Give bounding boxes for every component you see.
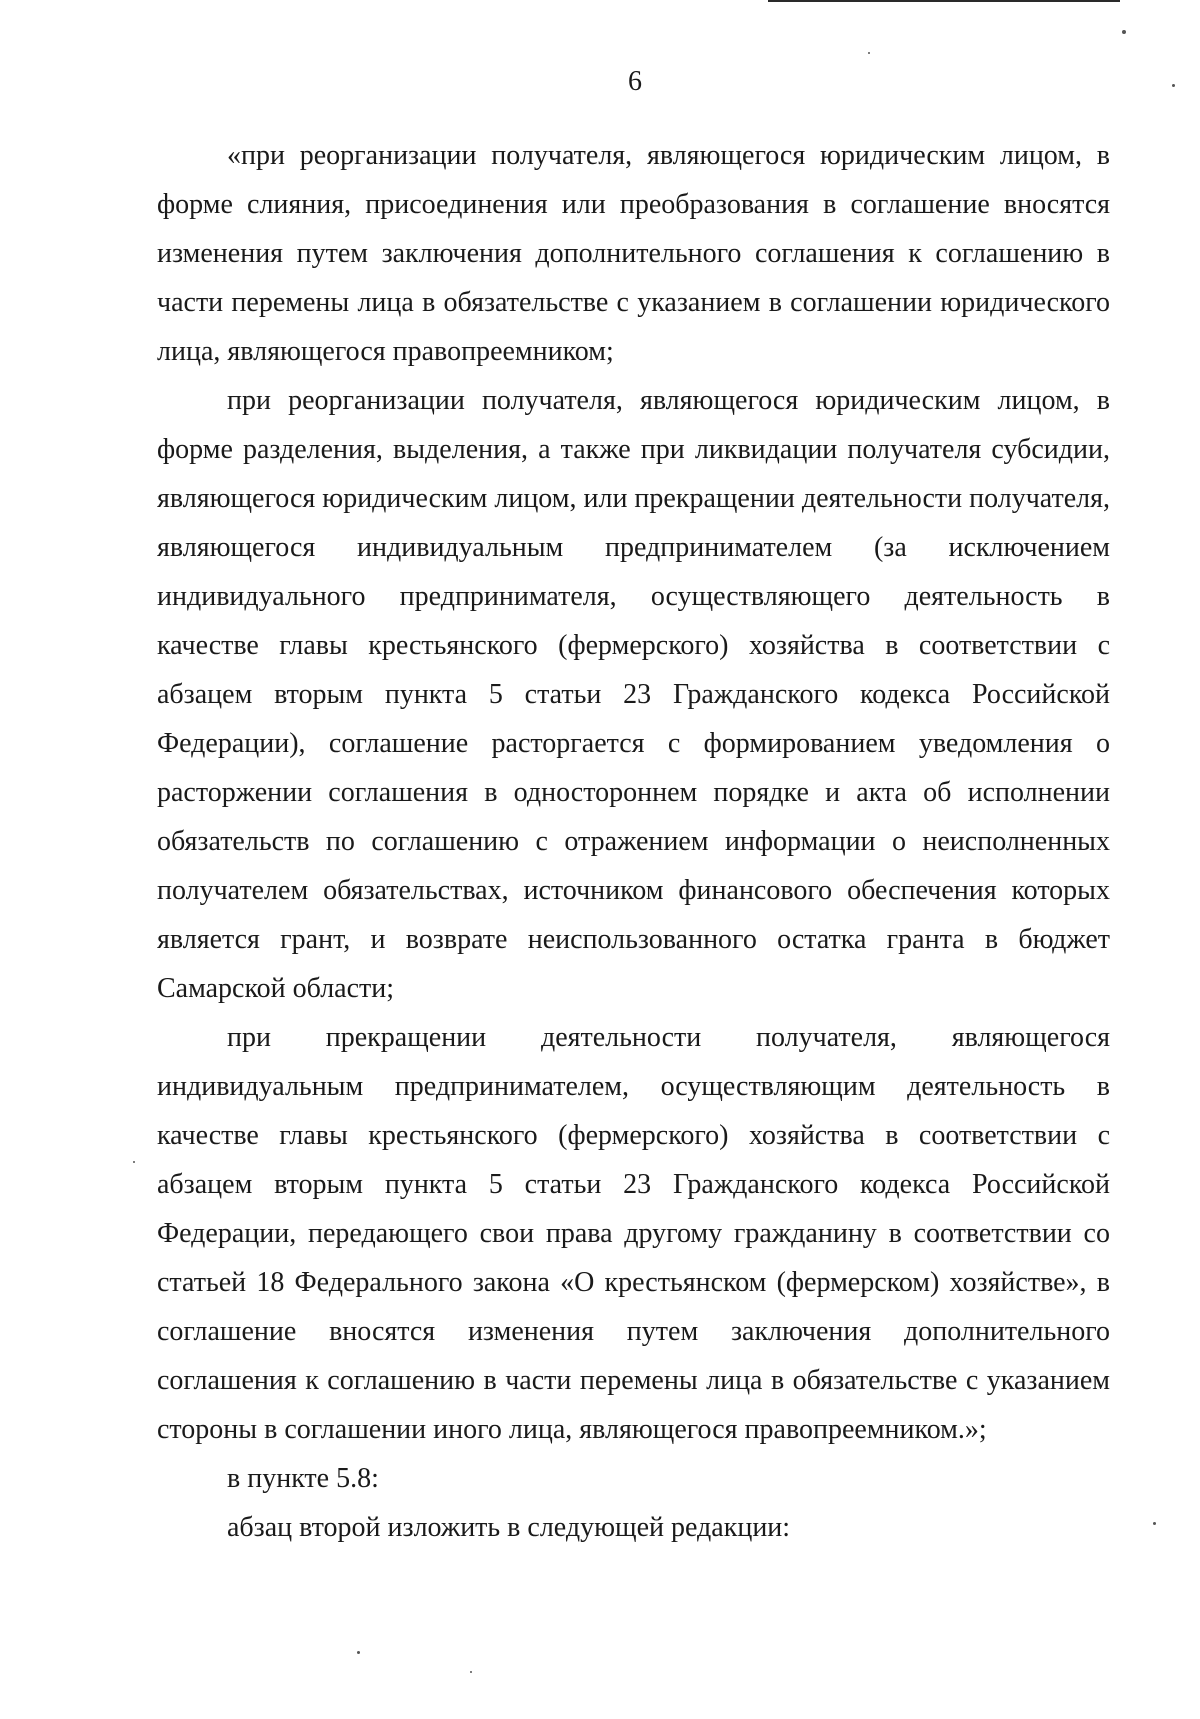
- scan-speck: [133, 1161, 135, 1163]
- paragraph-reorganization-division: при реорганизации получателя, являющегося юридическим лицом, в форме разделения, выделения, а также при ликвидации получателя субсидии, являющегося юридическим лицом, или прекращении деятельности получателя, являющегося индивидуальным предпринимателем (за исключением индивидуального предпринимателя, осуществляющего деятельность в качестве главы крестьянского (фермерского) хозяйства в соответствии с абзацем вторым пункта 5 статьи 23 Гражданского кодекса Российской Федерации), соглашение расторгается с формированием уведомления о расторжении соглашения в одностороннем порядке и акта об исполнении обязательств по соглашению с отражением информации о неисполненных получателем обязательствах, источником финансового обеспечения которых является грант, и возврате неиспользованного остатка гранта в бюджет Самарской области;: [157, 385, 1110, 1004]
- top-rule: [768, 0, 1120, 2]
- scan-speck: [470, 1671, 472, 1673]
- paragraph-second-abzac: абзац второй изложить в следующей редакции:: [227, 1512, 791, 1543]
- scan-speck: [1153, 1522, 1156, 1525]
- page-number: 6: [628, 66, 642, 97]
- document-body: [157, 131, 1110, 1552]
- paragraph-farm-termination: при прекращении деятельности получателя, являющегося индивидуальным предпринимателем, осуществляющим деятельность в качестве главы крестьянского (фермерского) хозяйства в соответствии с абзацем вторым пункта 5 статьи 23 Гражданского кодекса Российской Федерации, передающего свои права другому гражданину в соответствии со статьей 18 Федерального закона «О крестьянском (фермерском) хозяйстве», в соглашение вносятся изменения путем заключения дополнительного соглашения к соглашению в части перемены лица в обязательстве с указанием стороны в соглашении иного лица, являющегося правопреемником.»;: [157, 1022, 1110, 1445]
- paragraph-point-5-8: в пункте 5.8:: [227, 1463, 379, 1494]
- scan-speck: [1122, 30, 1126, 34]
- scan-speck: [868, 52, 870, 54]
- scan-speck: [357, 1651, 360, 1654]
- scan-speck: [1172, 84, 1175, 87]
- paragraph-reorganization-merger: «при реорганизации получателя, являющегося юридическим лицом, в форме слияния, присоединения или преобразования в соглашение вносятся изменения путем заключения дополнительного соглашения к соглашению в части перемены лица в обязательстве с указанием в соглашении юридического лица, являющегося правопреемником;: [157, 140, 1110, 367]
